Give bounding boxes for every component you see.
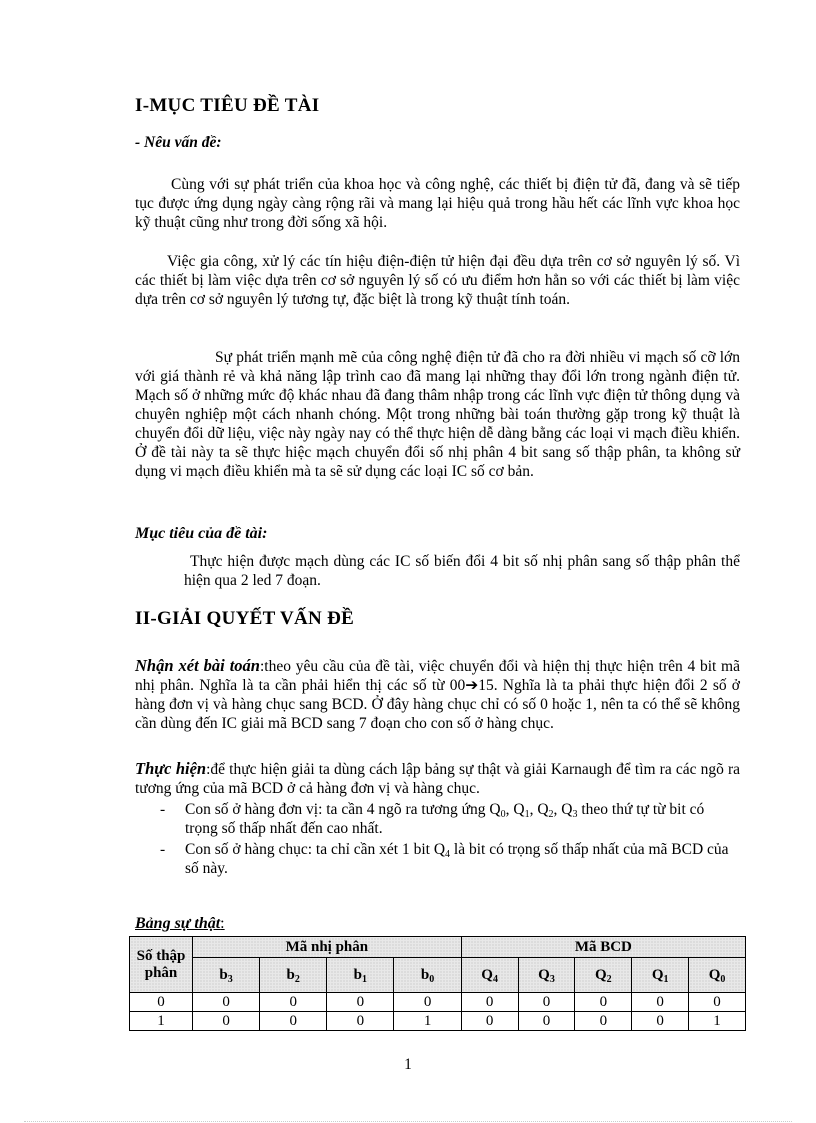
implementation-lead: Thực hiện [135,759,207,778]
table-cell: 0 [461,993,518,1012]
table-cell: 0 [518,1012,575,1031]
table-cell: 0 [193,1012,260,1031]
table-cell: 0 [689,993,746,1012]
analysis-paragraph [135,656,740,733]
bullet-dash: - [160,841,166,858]
page-number: 1 [404,1056,412,1073]
header-q4: $Q_4$ [461,958,518,993]
header-q3: $Q_3$ [518,958,575,993]
table-cell: 1 [130,1012,193,1031]
implementation-text: :để thực hiện giải ta dùng cách lập bảng sự thật và giải Karnaugh để tìm ra các ngõ ra tương ứng của mã BCD ở cả hàng đơn vị và hàng chục. [135,761,740,797]
table-cell: 0 [575,1012,632,1031]
header-b3: $b_3$ [193,958,260,993]
header-b0: $b_0$ [394,958,461,993]
header-q0: $Q_0$ [689,958,746,993]
table-cell: 0 [193,993,260,1012]
table-cell: 0 [461,1012,518,1031]
table-body [130,993,746,1031]
table-cell: 0 [632,1012,689,1031]
page-divider [24,1121,792,1122]
arrow-icon: ➔ [465,677,479,694]
table-cell: 0 [518,993,575,1012]
table-caption: Bảng sự thật: [135,915,225,932]
bullet-dash: - [160,801,166,818]
paragraph-2: Việc gia công, xử lý các tín hiệu điện-điện tử hiện đại đều dựa trên cơ sở nguyên lý số. Vì các thiết bị làm việc dựa trên cơ sở nguyên lý số có ưu điểm hơn hẳn so với các thiết bị làm việc dựa trên cơ sở nguyên lý tương tự, đặc biệt là trong kỹ thuật tính toán. [135,253,740,308]
analysis-lead: Nhận xét bài toán [135,656,260,675]
goal-text: Thực hiện được mạch dùng các IC số biến đổi 4 bit số nhị phân sang số thập phân thể hiện qua 2 led 7 đoạn. [184,553,740,589]
goal-heading: Mục tiêu của đề tài: [135,525,268,542]
header-q1: $Q_1$ [632,958,689,993]
header-bcd-group: Mã BCD [461,937,745,958]
bullet-tens [160,840,740,878]
table-cell: 0 [632,993,689,1012]
problem-heading: - Nêu vấn đề: [135,134,222,151]
section-2-title: II-GIẢI QUYẾT VẤN ĐỀ [135,608,355,629]
table-cell: 1 [689,1012,746,1031]
truth-table [129,936,746,1031]
header-q2: $Q_2$ [575,958,632,993]
table-row [130,1012,746,1031]
table-cell: 0 [260,1012,327,1031]
bullet-tens-text: Con số ở hàng chục: ta chỉ cần xét 1 bit $Q_4$ là bit có trọng số thấp nhất của mã BCD của số này. [185,841,729,877]
section-1-title: I-MỤC TIÊU ĐỀ TÀI [135,95,320,116]
bullet-units-text: Con số ở hàng đơn vị: ta cần 4 ngõ ra tương ứng $Q_0$, $Q_1$, $Q_2$, $Q_3$ theo thứ tự từ bit có trọng số thấp nhất đến cao nhất. [185,801,705,837]
analysis-text: :theo yêu cầu của đề tài, việc chuyển đổi và hiện thị thực hiện trên 4 bit mã nhị phân. Nghĩa là ta cần phải hiển thị các số từ 00 [135,658,740,694]
implementation-paragraph [135,759,740,798]
table-cell: 0 [575,993,632,1012]
table-cell: 1 [394,1012,461,1031]
header-decimal: Số thập phân [130,937,193,993]
table-row [130,993,746,1012]
header-binary-group: Mã nhị phân [193,937,462,958]
table-cell: 0 [394,993,461,1012]
subheader-row [130,958,746,993]
header-b1: $b_1$ [327,958,394,993]
analysis-text-2: 15. Nghĩa là ta phải thực hiện đổi 2 số ở hàng đơn vị và hàng chục sang BCD. Ở đây hàng chục chỉ có số 0 hoặc 1, nên ta có thể sẽ không cần dùng đến IC giải mã BCD sang 7 đoạn cho con số ở hàng chục. [135,677,741,732]
table-cell: 0 [327,1012,394,1031]
bullet-units [160,800,740,838]
header-b2: $b_2$ [260,958,327,993]
paragraph-1: Cùng với sự phát triển của khoa học và công nghệ, các thiết bị điện tử đã, đang và sẽ tiếp tục được ứng dụng ngày càng rộng rãi và mang lại hiệu quả trong hầu hết các lĩnh vực khoa học kỹ thuật cũng như trong đời sống xã hội. [135,176,740,231]
table-cell: 0 [260,993,327,1012]
paragraph-3: Sự phát triển mạnh mẽ của công nghệ điện tử đã cho ra đời nhiều vi mạch số cỡ lớn với giá thành rẻ và khả năng lập trình cao đã mang lại những thay đổi lớn trong ngành điện tử. Mạch số ở những mức độ khác nhau đã đang thâm nhập trong các lĩnh vực điện tử thông dụng và chuyên nghiệp một cách nhanh chóng. Một trong những bài toán thường gặp trong kỹ thuật là chuyển đổi dữ liệu, việc này ngày nay có thể thực hiện dễ dàng bằng các loại vi mạch điều khiển. Ở đề tài này ta sẽ thực hiệc mạch chuyển đổi số nhị phân 4 bit sang số thập phân, ta không sử dụng vi mạch điều khiển mà ta sẽ sử dụng các loại IC số cơ bản. [135,349,740,480]
table-cell: 0 [130,993,193,1012]
table-cell: 0 [327,993,394,1012]
